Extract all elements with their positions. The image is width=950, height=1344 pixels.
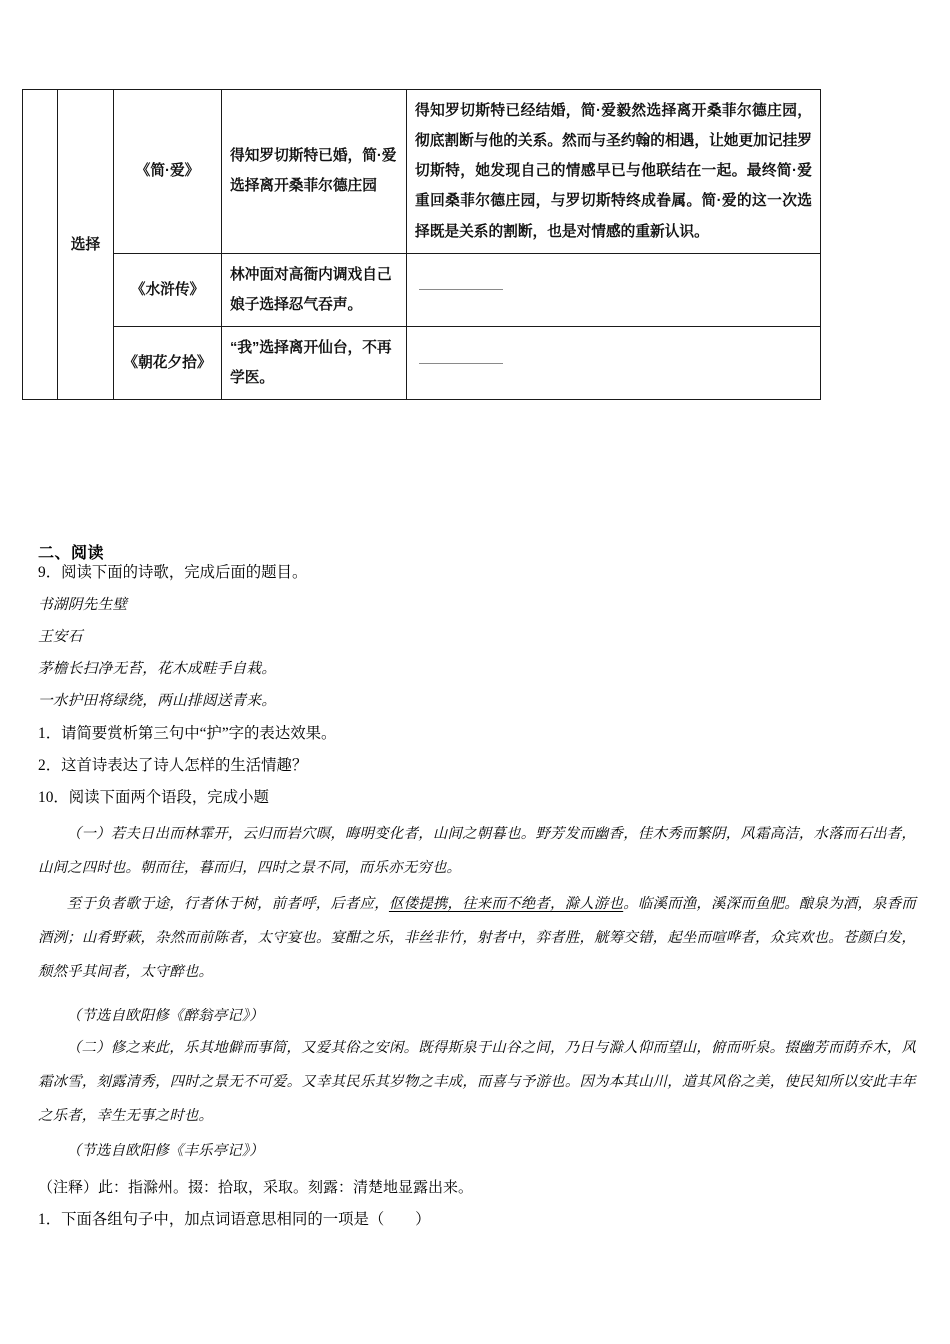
table-row [23,326,821,399]
table-row [23,253,821,326]
poem-line-1: 茅檐长扫净无苔，花木成畦手自栽。 [38,661,277,677]
table-cell-work: 《水浒传》 [114,253,222,326]
novel-choice-table [22,89,821,400]
table-cell-description: 林冲面对高衙内调戏自己娘子选择忍气吞声。 [222,253,407,326]
passage-one-source: （节选自欧阳修《醉翁亭记》） [66,1008,264,1024]
poem-question-1: 1．请简要赏析第三句中“护”字的表达效果。 [38,725,337,742]
annotation-note: （注释）此：指滁州。掇：拾取，采取。刻露：清楚地显露出来。 [38,1180,474,1196]
table-row [23,90,821,254]
question-9-prompt: 9．阅读下面的诗歌，完成后面的题目。 [38,564,308,581]
poem-author: 王安石 [38,629,83,645]
section-heading-reading: 二、阅读 [38,545,105,562]
table-cell-answer-blank[interactable] [407,253,821,326]
table-cell-work: 《朝花夕拾》 [114,326,222,399]
table-cell-analysis: 得知罗切斯特已经结婚，简·爱毅然选择离开桑菲尔德庄园，彻底割断与他的关系。然而与圣约翰的相遇，让她更加记挂罗切斯特，她发现自己的情感早已与他联结在一起。最终简·爱重回桑菲尔德庄园，与罗切斯特终成眷属。简·爱的这一次选择既是关系的割断，也是对情感的重新认识。 [407,90,821,254]
passage-two-paragraph-1: （二）修之来此，乐其地僻而事简，又爱其俗之安闲。既得斯泉于山谷之间，乃日与滁人仰而望山，俯而听泉。掇幽芳而荫乔木，风霜冰雪，刻露清秀，四时之景无不可爱。又幸其民乐其岁物之丰成，而喜与予游也。因为本其山川，道其风俗之美，使民知所以安此丰年之乐者，幸生无事之时也。 [38,1040,916,1124]
passage-one-paragraph-2 [38,888,916,990]
question-10-prompt: 10．阅读下面两个语段，完成小题 [38,789,269,806]
poem-line-2: 一水护田将绿绕，两山排闼送青来。 [38,693,277,709]
passage-one-text-after: 。临溪而渔，溪深而鱼肥。酿泉为酒，泉香而酒洌；山肴野蔌，杂然而前陈者，太守宴也。宴酣之乐，非丝非竹，射者中，弈者胜，觥筹交错，起坐而喧哗者，众宾欢也。苍颜白发，颓然乎其间者，太守醉也。 [38,896,916,980]
table-cell-work: 《简·爱》 [114,90,222,254]
passage-one-underlined-phrase: 伛偻提携，往来而不绝者，滁人游也 [388,896,624,912]
answer-blank-line [419,363,503,364]
table-cell-spacer [23,90,58,400]
poem-title: 书湖阴先生壁 [38,597,128,613]
poem-question-2: 2．这首诗表达了诗人怎样的生活情趣？ [38,757,308,774]
table-cell-answer-blank[interactable] [407,326,821,399]
question-10-sub-1: 1．下面各组句子中，加点词语意思相同的一项是（ ） [38,1211,431,1228]
table-cell-description: “我”选择离开仙台，不再学医。 [222,326,407,399]
table-cell-category: 选择 [58,90,114,400]
passage-two-source: （节选自欧阳修《丰乐亭记》） [66,1143,264,1159]
passage-one-text-before: 至于负者歌于途，行者休于树，前者呼，后者应， [66,896,389,912]
passage-one-paragraph-1: （一）若夫日出而林霏开，云归而岩穴暝，晦明变化者，山间之朝暮也。野芳发而幽香，佳木秀而繁阴，风霜高洁，水落而石出者，山间之四时也。朝而往，暮而归，四时之景不同，而乐亦无穷也。 [38,826,916,876]
answer-blank-line [419,289,503,290]
table-cell-description: 得知罗切斯特已婚，简·爱选择离开桑菲尔德庄园 [222,90,407,254]
